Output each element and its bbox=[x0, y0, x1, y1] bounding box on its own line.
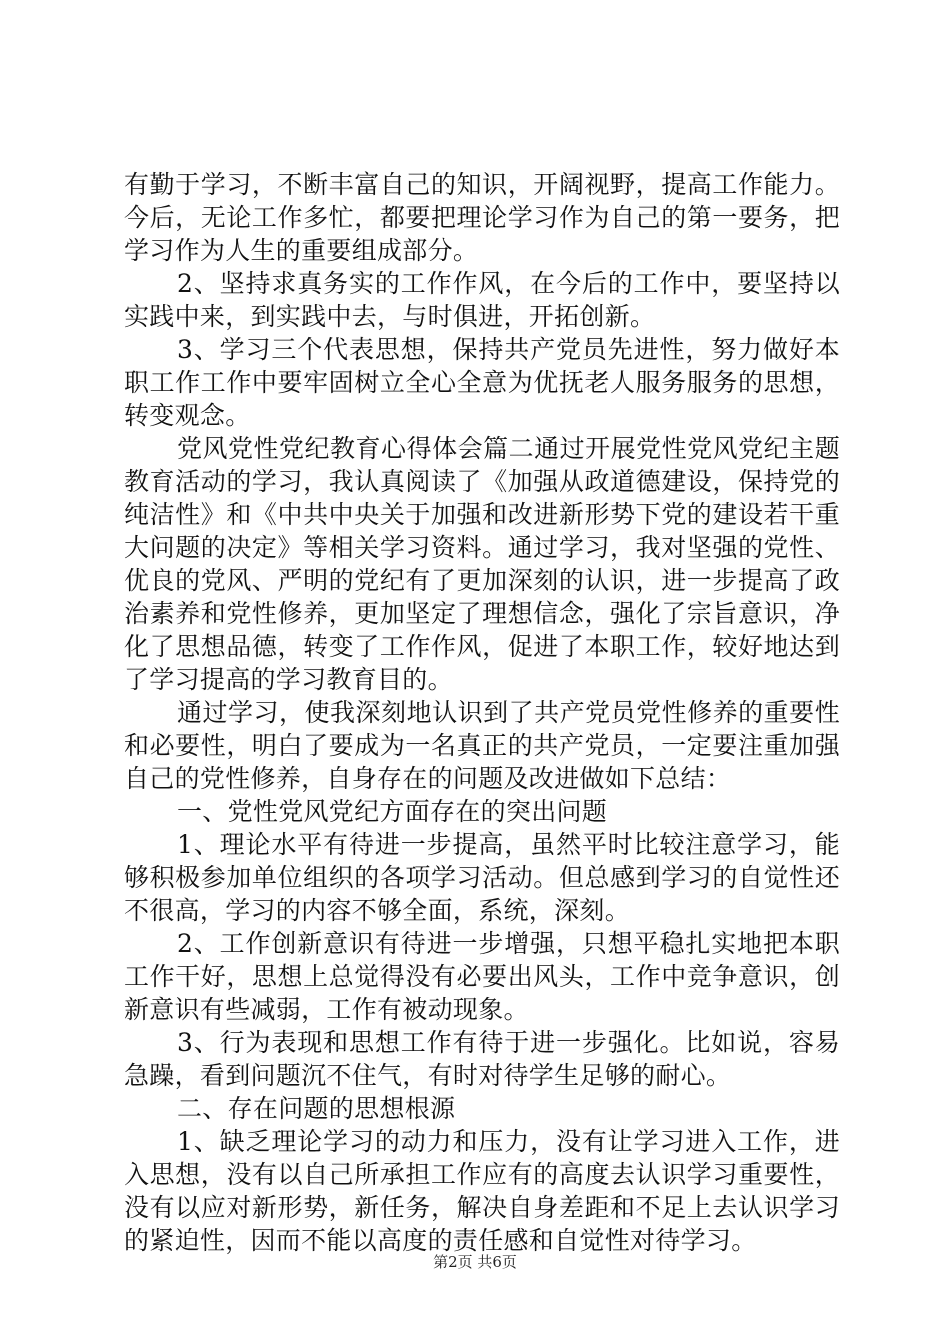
paragraph-2: 2、坚持求真务实的工作作风，在今后的工作中，要坚持以实践中来，到实践中去，与时俱进，开拓创新。 bbox=[124, 269, 840, 331]
section-heading-2: 二、存在问题的思想根源 bbox=[177, 1094, 456, 1123]
paragraph-through-study: 通过学习，使我深刻地认识到了共产党员党性修养的重要性和必要性，明白了要成为一名真正的共产党员，一定要注重加强自己的党性修养，自身存在的问题及改进做如下总结： bbox=[124, 698, 840, 793]
paragraph-article-two-intro: 党风党性党纪教育心得体会篇二通过开展党性党风党纪主题教育活动的学习，我认真阅读了《加强从政道德建设，保持党的纯洁性》和《中共中央关于加强和改进新形势下党的建设若干重大问题的决定》等相关学习资料。通过学习，我对坚强的党性、优良的党风、严明的党纪有了更加深刻的认识，进一步提高了政治素养和党性修养，更加坚定了理想信念，强化了宗旨意识，净化了思想品德，转变了工作作风，促进了本职工作，较好地达到了学习提高的学习教育目的。 bbox=[124, 434, 840, 694]
page-number-footer: 第2页 共6页 bbox=[433, 1253, 517, 1271]
paragraph-root-cause-1: 1、缺乏理论学习的动力和压力，没有让学习进入工作，进入思想，没有以自己所承担工作应有的高度去认识学习重要性，没有以应对新形势，新任务，解决自身差距和不足上去认识学习的紧迫性，因而不能以高度的责任感和自觉性对待学习。 bbox=[124, 1127, 840, 1255]
paragraph-issue-1: 1、理论水平有待进一步提高，虽然平时比较注意学习，能够积极参加单位组织的各项学习活动。但总感到学习的自觉性还不很高，学习的内容不够全面，系统，深刻。 bbox=[124, 830, 840, 925]
document-body bbox=[124, 168, 840, 1257]
paragraph-3: 3、学习三个代表思想，保持共产党员先进性，努力做好本职工作工作中要牢固树立全心全意为优抚老人服务服务的思想，转变观念。 bbox=[124, 335, 840, 430]
paragraph-issue-2: 2、工作创新意识有待进一步增强，只想平稳扎实地把本职工作干好，思想上总觉得没有必要出风头，工作中竞争意识，创新意识有些减弱，工作有被动现象。 bbox=[124, 929, 840, 1024]
section-heading-1: 一、党性党风党纪方面存在的突出问题 bbox=[177, 797, 608, 826]
paragraph-issue-3: 3、行为表现和思想工作有待于进一步强化。比如说，容易急躁，看到问题沉不住气，有时对待学生足够的耐心。 bbox=[124, 1028, 840, 1090]
paragraph-continuation: 有勤于学习，不断丰富自己的知识，开阔视野，提高工作能力。今后，无论工作多忙，都要把理论学习作为自己的第一要务，把学习作为人生的重要组成部分。 bbox=[124, 170, 840, 265]
